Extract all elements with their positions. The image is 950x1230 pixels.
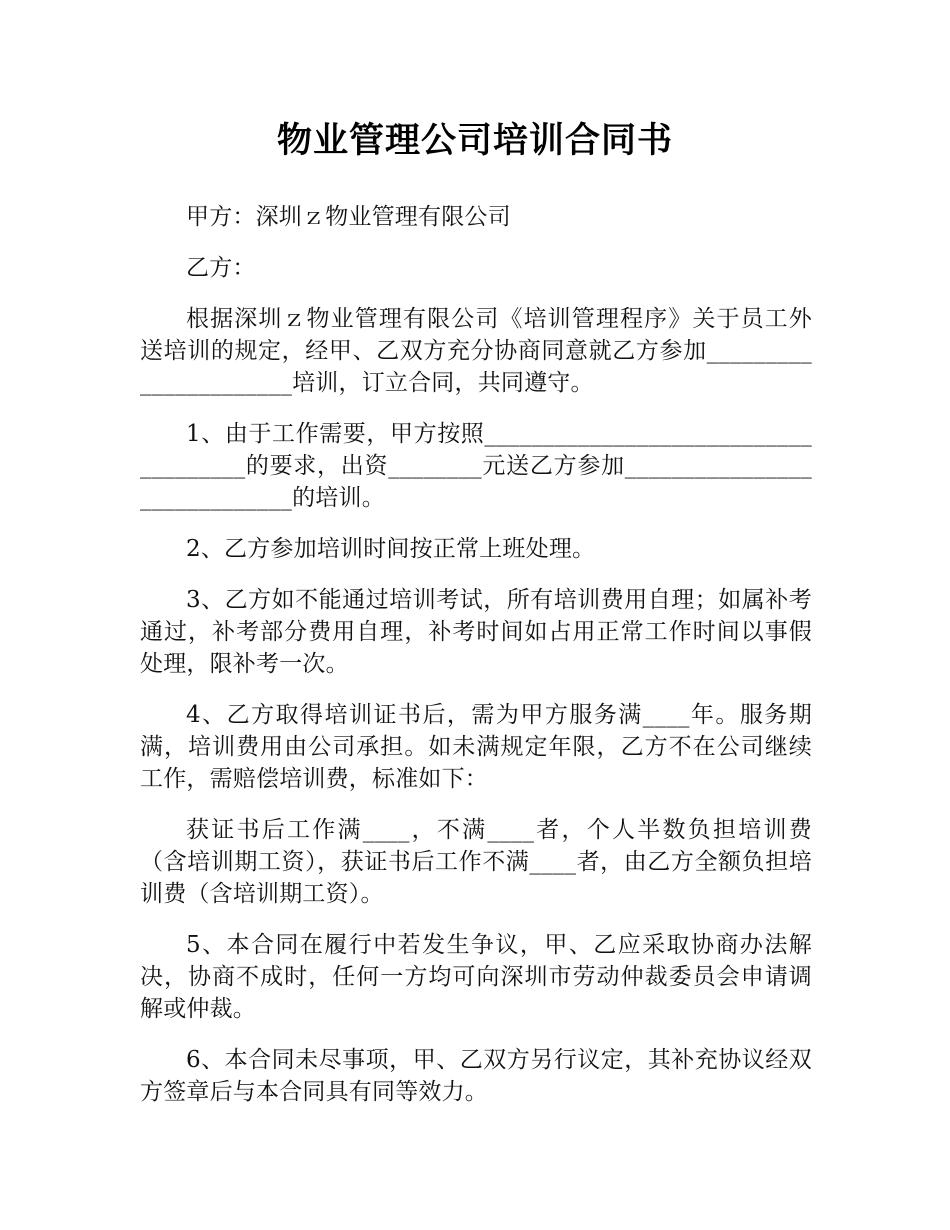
clause-3: 3、乙方如不能通过培训考试，所有培训费用自理；如属补考通过，补考部分费用自理，补考时间如占用正常工作时间以事假处理，限补考一次。 xyxy=(140,587,812,677)
document-body xyxy=(140,201,812,1127)
clause-1: 1、由于工作需要，甲方按照_____________________________________的要求，出资________元送乙方参加_____________________________的培训。 xyxy=(140,421,812,511)
preamble-paragraph: 根据深圳ｚ物业管理有限公司《培训管理程序》关于员工外送培训的规定，经甲、乙双方充分协商同意就乙方参加______________________培训，订立合同，共同遵守。 xyxy=(140,306,812,396)
clause-2: 2、乙方参加培训时间按正常上班处理。 xyxy=(186,536,596,562)
clause-4-standard: 获证书后工作满____，不满____者，个人半数负担培训费（含培训期工资），获证书后工作不满____者，由乙方全额负担培训费（含培训期工资）。 xyxy=(140,817,812,907)
clause-6: 6、本合同未尽事项，甲、乙双方另行议定，其补充协议经双方签章后与本合同具有同等效力。 xyxy=(140,1047,812,1105)
party-a-line: 甲方：深圳ｚ物业管理有限公司 xyxy=(186,204,511,230)
clause-5: 5、本合同在履行中若发生争议，甲、乙应采取协商办法解决，协商不成时，任何一方均可向深圳市劳动仲裁委员会申请调解或仲裁。 xyxy=(140,932,812,1022)
party-b-line: 乙方： xyxy=(186,255,256,281)
clause-4: 4、乙方取得培训证书后，需为甲方服务满____年。服务期满，培训费用由公司承担。如未满规定年限，乙方不在公司继续工作，需赔偿培训费，标准如下： xyxy=(140,702,812,792)
document-title: 物业管理公司培训合同书 xyxy=(276,121,673,161)
